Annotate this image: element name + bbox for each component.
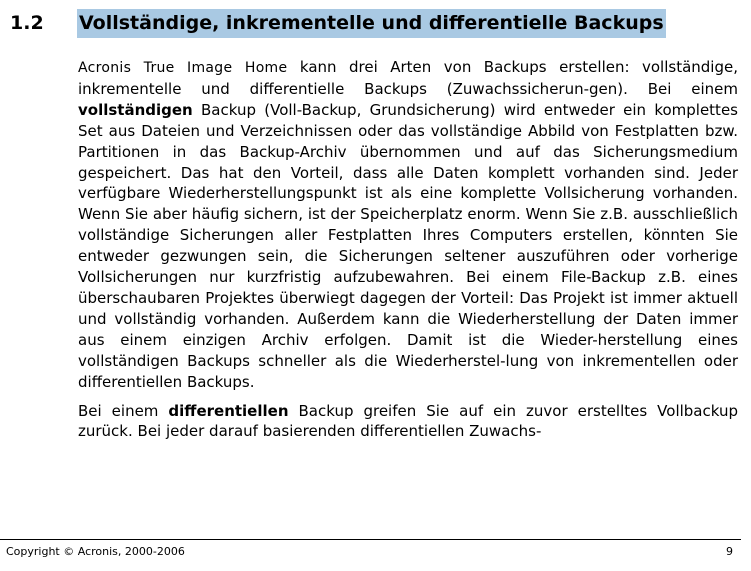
section-title: Vollständige, inkrementelle und differentielle Backups [77,9,666,38]
footer-copyright: Copyright © Acronis, 2000-2006 [6,545,185,558]
emphasis-full: vollständigen [78,100,193,119]
product-name: Acronis True Image Home [78,60,288,76]
section-number: 1.2 [10,12,44,34]
paragraph-differential-backup [78,401,738,443]
footer-divider [0,539,741,540]
page-number: 9 [726,545,733,558]
paragraph-text: Backup (Voll-Backup, Grundsicherung) wird entweder ein komplettes Set aus Dateien und Verzeichnissen oder das vollständige Abbild von Festplatten bzw. Partitionen in das Backup-Archiv übernommen und auf das Sicherungsmedium gespeichert. Das hat den Vorteil, dass alle Daten komplett vorhanden sind. Jeder verfügbare Wiederherstellungspunkt ist als eine komplette Vollsicherung vorhanden. Wenn Sie aber häufig sichern, ist der Speicherplatz enorm. Wenn Sie z.B. ausschließlich vollständige Sicherungen aller Festplatten Ihres Computers erstellen, könnten Sie entweder gezwungen sein, die Sicherungen seltener auszuführen oder vorherige Vollsicherungen nur kurzfristig aufzubewahren. Bei einem File-Backup z.B. eines überschaubaren Projektes überwiegt dagegen der Vorteil: Das Projekt ist immer aktuell und vollständig vorhanden. Außerdem kann die Wiederherstellung der Daten immer aus einem einzigen Archiv erfolgen. Damit ist die Wieder-herstellung eines vollständigen Backups schneller als die Wiederherstel-lung von inkrementellen oder differentiellen Backups. [78,100,738,391]
paragraph-text: kann drei Arten von Backups erstellen: vollständige, inkrementelle und differentielle Backups (Zuwachssicherun-gen). Bei einem [78,58,738,98]
paragraph-text: Backup greifen Sie auf ein zuvor erstelltes Vollbackup zurück. Bei jeder darauf basierenden differentiellen Zuwachs- [78,401,739,441]
paragraph-full-backup [78,57,738,393]
emphasis-differential: differentiellen [168,401,289,420]
body-text [78,57,738,442]
paragraph-text: Bei einem [78,401,169,420]
